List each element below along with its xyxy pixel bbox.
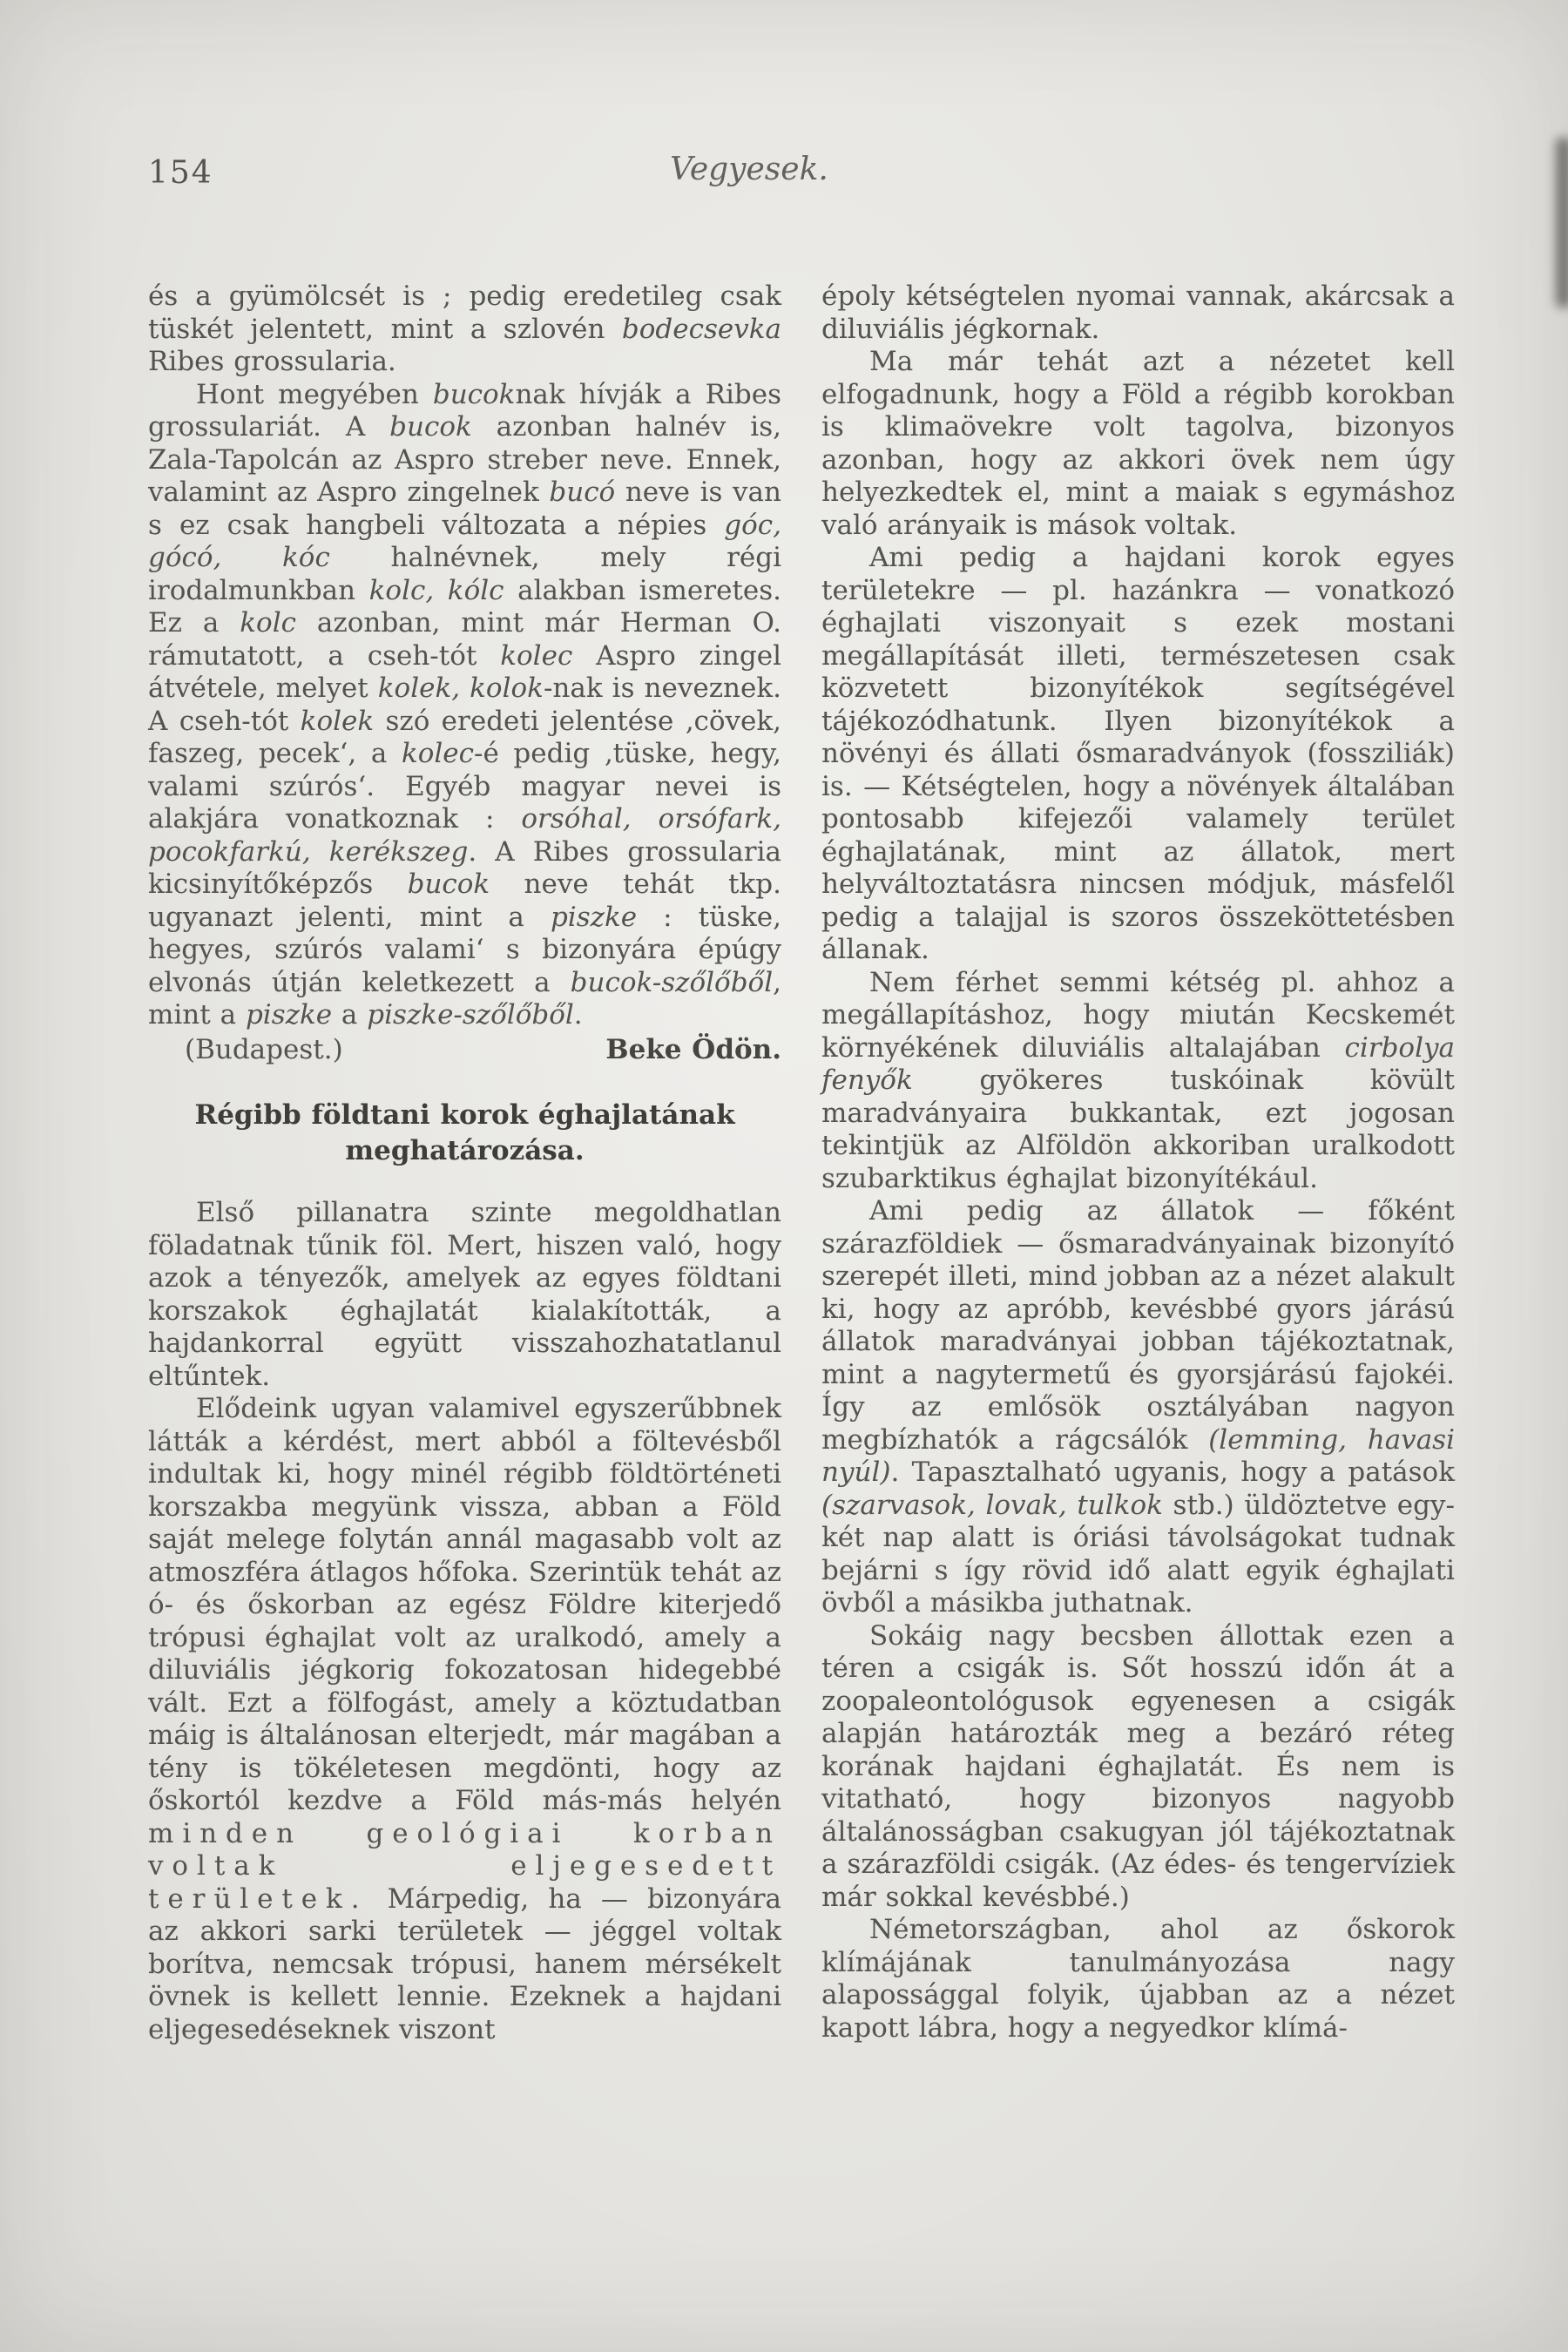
text-columns	[148, 280, 1455, 2046]
paragraph: Németországban, ahol az őskorok klímájának tanulmányozása nagy alapossággal folyik, újabban az a nézet kapott lábra, hogy a negyedkor klímá-	[821, 1914, 1455, 2044]
paragraph: Nem férhet semmi kétség pl. ahhoz a megállapításhoz, hogy miután Kecskemét környékének diluviális altalajában cirbolya fenyők gyökeres tuskóinak kövült maradványaira bukkantak, ezt jogosan tekintjük az Alföldön akkoriban uralkodott szubarktikus éghajlat bizonyítékául.	[821, 966, 1455, 1194]
scan-edge-artifact	[1556, 138, 1568, 308]
paragraph: Ami pedig a hajdani korok egyes területekre — pl. hazánkra — vonatkozó éghajlati viszonyait s ezek mostani megállapítását illeti, természetesen csak közvetett bizonyítékok segítségével tájékozódhatunk. Ilyen bizonyítékok a növényi és állati ősmaradványok (fossziliák) is. — Kétségtelen, hogy a növények általában pontosabb kifejezői valamely terület éghajlatának, mint az állatok, mert helyváltoztatásra nincsen módjuk, másfelől pedig a talajjal is szoros összeköttetésben állanak.	[821, 542, 1455, 965]
paragraph-continuation: époly kétségtelen nyomai vannak, akárcsak a diluviális jégkornak.	[821, 280, 1455, 345]
paragraph: Ami pedig az állatok — főként szárazföldiek — ősmaradványainak bizonyító szerepét illeti, mind jobban az a nézet alakult ki, hogy az apróbb, kevésbbé gyors járású állatok maradványai jobban tájékoztatnak, mint a nagytermetű és gyorsjárású fajokéi. Így az emlősök osztályában nagyon megbízhatók a rágcsálók (lemming, havasi nyúl). Tapasztalható ugyanis, hogy a patások (szarvasok, lovak, tulkok stb.) üldöztetve egy-két nap alatt is óriási távolságokat tudnak bejárni s így rövid idő alatt egyik éghajlati övből a másikba juthatnak.	[821, 1195, 1455, 1619]
running-title: Vegyesek.	[670, 152, 828, 187]
paragraph: Sokáig nagy becsben állottak ezen a téren a csigák is. Sőt hosszú időn át a zoopaleontológusok egyenesen a csigák alapján határozták meg a bezáró réteg korának hajdani éghajlatát. És nem is vitatható, hogy bizonyos nagyobb általánosságban csakugyan jól tájékoztatnak a szárazföldi csigák. (Az édes- és tengervíziek már sokkal kevésbbé.)	[821, 1619, 1455, 1913]
paragraph: Első pillanatra szinte megoldhatlan föladatnak tűnik föl. Mert, hiszen való, hogy azok a tényezők, amelyek az egyes földtani korszakok éghajlatát kialakították, a hajdankorral együtt visszahozhatatlanul eltűntek.	[148, 1197, 781, 1392]
paragraph: Elődeink ugyan valamivel egyszerűbbnek látták a kérdést, mert abból a föltevésből indultak ki, hogy minél régibb földtörténeti korszakba megyünk vissza, abban a Föld saját melege folytán annál magasabb volt az atmoszféra átlagos hőfoka. Szerintük tehát az ó- és őskorban az egész Földre kiterjedő trópusi éghajlat volt az uralkodó, amely a diluviális jégkorig fokozatosan hidegebbé vált. Ezt a fölfogást, amely a köztudatban máig is általánosan elterjedt, már magában a tény is tökéletesen megdönti, hogy az őskortól kezdve a Föld más-más helyén minden geológiai korban voltak eljegesedett területek. Márpedig, ha — bizonyára az akkori sarki területek — jéggel voltak borítva, nemcsak trópusi, hanem mérsékelt övnek is kellett lennie. Ezeknek a hajdani eljegesedéseknek viszont	[148, 1393, 781, 2045]
paragraph-continuation: és a gyümölcsét is ; pedig eredetileg csak tüskét jelentett, mint a szlovén bodecsevka Ribes grossularia.	[148, 280, 781, 377]
paragraph: Ma már tehát azt a nézetet kell elfogadnunk, hogy a Föld a régibb korokban is klimaövekre volt tagolva, bizonyos azonban, hogy az akkori övek nem úgy helyezkedtek el, mint a maiak s egymáshoz való arányaik is mások voltak.	[821, 346, 1455, 541]
paragraph: Hont megyében bucoknak hívják a Ribes grossulariát. A bucok azonban halnév is, Zala-Tapolcán az Aspro streber neve. Ennek, valamint az Aspro zingelnek bucó neve is van s ez csak hangbeli változata a népies góc, gócó, kóc halnévnek, mely régi irodalmunkban kolc, kólc alakban ismeretes. Ez a kolc azonban, mint már Herman O. rámutatott, a cseh-tót kolec Aspro zingel átvétele, melyet kolek, kolok-nak is neveznek. A cseh-tót kolek szó eredeti jelentése ‚cövek, faszeg, pecek‘, a kolec-é pedig ‚tüske, hegy, valami szúrós‘. Egyéb magyar nevei is alakjára vonatkoznak : orsóhal, orsófark, pocokfarkú, kerékszeg. A Ribes grossularia kicsinyítőképzős bucok neve tehát tkp. ugyanazt jelenti, mint a piszke : tüske, hegyes, szúrós valami‘ s bizonyára épúgy elvonás útján keletkezett a bucok-szőlőből, mint a piszke a piszke-szőlőből.	[148, 378, 782, 1031]
byline-author: Beke Ödön.	[605, 1033, 781, 1065]
article-heading: Régibb földtani korok éghajlatának meghatározása.	[194, 1099, 735, 1166]
byline-location: (Budapest.)	[185, 1033, 343, 1065]
left-column	[148, 280, 781, 2046]
right-column	[821, 280, 1455, 2046]
page-number: 154	[148, 155, 213, 191]
byline	[148, 1034, 781, 1067]
